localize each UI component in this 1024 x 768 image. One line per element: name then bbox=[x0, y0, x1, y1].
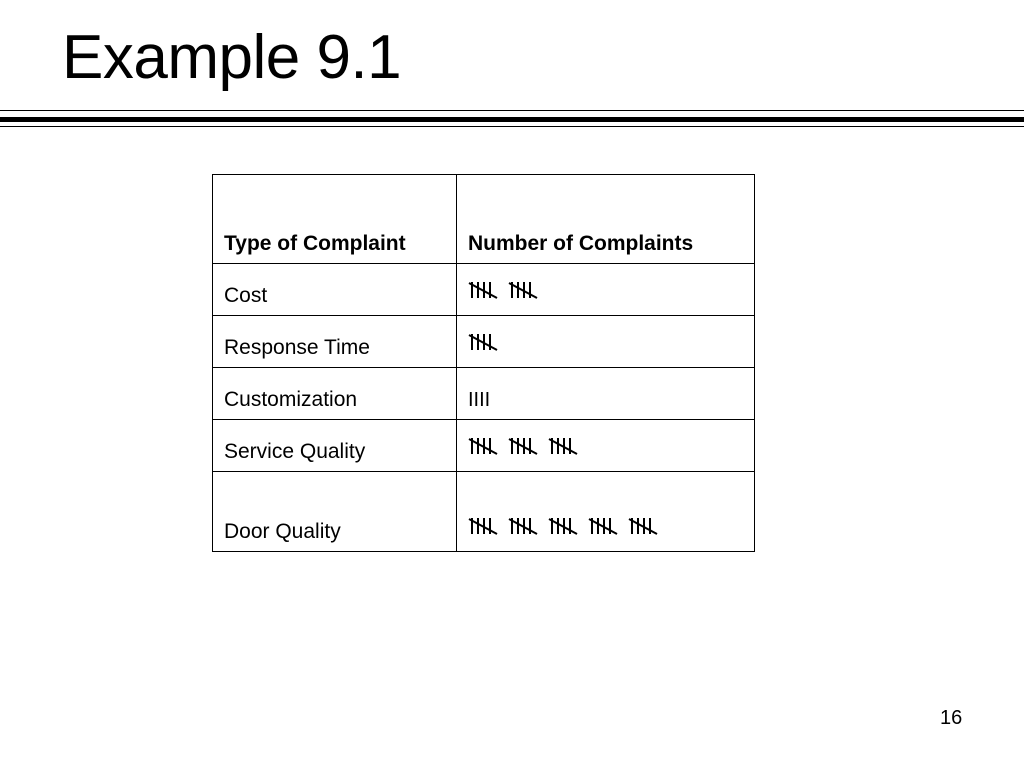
tally-ones: IIII bbox=[468, 389, 491, 411]
tally-group-of-five bbox=[468, 434, 499, 458]
table-row bbox=[213, 264, 755, 316]
tally-cell bbox=[457, 368, 755, 420]
tally-group-of-five bbox=[628, 514, 659, 538]
tally-group-of-five bbox=[508, 434, 539, 458]
tally-group-of-five bbox=[468, 278, 499, 302]
table-header-row bbox=[213, 175, 755, 264]
table-row bbox=[213, 316, 755, 368]
tally-marks bbox=[468, 434, 588, 458]
tally-marks bbox=[468, 388, 490, 412]
header-type-of-complaint: Type of Complaint bbox=[213, 175, 457, 264]
tally-group-of-five bbox=[548, 434, 579, 458]
tally-group-of-five bbox=[508, 278, 539, 302]
tally-marks bbox=[468, 278, 548, 302]
title-rule-thick bbox=[0, 117, 1024, 122]
tally-group-of-five bbox=[468, 330, 499, 354]
tally-group-of-five bbox=[508, 514, 539, 538]
tally-cell bbox=[457, 316, 755, 368]
tally-cell bbox=[457, 420, 755, 472]
complaint-type-cell: Cost bbox=[213, 264, 457, 316]
tally-marks bbox=[468, 330, 508, 354]
table-row bbox=[213, 420, 755, 472]
title-rule-bottom bbox=[0, 126, 1024, 127]
title-rule-top bbox=[0, 110, 1024, 111]
table-row bbox=[213, 472, 755, 552]
slide-title: Example 9.1 bbox=[62, 23, 402, 92]
complaint-type-cell: Door Quality bbox=[213, 472, 457, 552]
tally-group-of-five bbox=[588, 514, 619, 538]
complaint-type-cell: Customization bbox=[213, 368, 457, 420]
tally-marks bbox=[468, 514, 668, 538]
table-row bbox=[213, 368, 755, 420]
header-number-of-complaints: Number of Complaints bbox=[457, 175, 755, 264]
tally-cell bbox=[457, 472, 755, 552]
complaint-type-cell: Service Quality bbox=[213, 420, 457, 472]
page-number: 16 bbox=[940, 707, 963, 729]
tally-group-of-five bbox=[548, 514, 579, 538]
tally-cell bbox=[457, 264, 755, 316]
complaints-table bbox=[212, 174, 755, 552]
complaint-type-cell: Response Time bbox=[213, 316, 457, 368]
tally-group-of-five bbox=[468, 514, 499, 538]
